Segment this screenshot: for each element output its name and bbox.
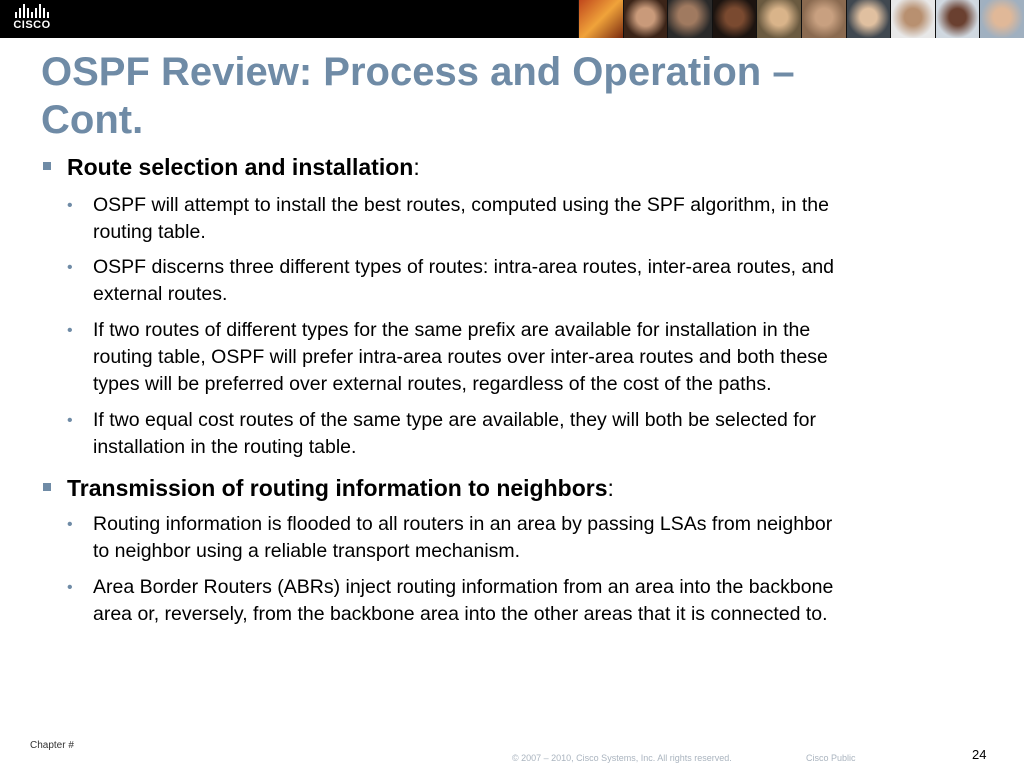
square-bullet-icon	[43, 483, 51, 491]
header-bar	[0, 0, 1024, 38]
photo-tile	[756, 0, 801, 38]
square-bullet-icon	[43, 162, 51, 170]
page-number: 24	[972, 747, 987, 762]
photo-tile	[890, 0, 935, 38]
cisco-logo-icon	[6, 4, 58, 34]
section-heading: Route selection and installation:	[67, 154, 420, 180]
slide-title	[41, 48, 981, 144]
list-item: If two routes of different types for the same prefix are available for installation in the routing table, OSPF will prefer intra-area routes over inter-area routes and both these types will be preferred over external routes, regardless of the cost of the paths.	[93, 319, 828, 395]
photo-tile	[935, 0, 980, 38]
section-heading: Transmission of routing information to neighbors:	[67, 475, 614, 501]
photo-tile	[712, 0, 757, 38]
photo-tile	[979, 0, 1024, 38]
photo-tile	[578, 0, 623, 38]
photo-tile	[667, 0, 712, 38]
list-item: Routing information is flooded to all routers in an area by passing LSAs from neighbor to neighbor using a reliable transport mechanism.	[93, 513, 833, 562]
dot-bullet-icon: •	[67, 197, 73, 214]
dot-bullet-icon: •	[67, 259, 73, 276]
list-item: OSPF discerns three different types of routes: intra-area routes, inter-area routes, and external routes.	[93, 256, 835, 305]
photo-tile	[623, 0, 668, 38]
list-item: OSPF will attempt to install the best routes, computed using the SPF algorithm, in the routing table.	[93, 194, 829, 243]
dot-bullet-icon: •	[67, 412, 73, 429]
logo-text: CISCO	[13, 19, 51, 31]
footer-classification: Cisco Public	[806, 753, 856, 763]
dot-bullet-icon: •	[67, 516, 73, 533]
photo-tile	[801, 0, 846, 38]
footer-chapter: Chapter #	[30, 740, 74, 751]
dot-bullet-icon: •	[67, 322, 73, 339]
list-item: If two equal cost routes of the same type are available, they will both be selected for installation in the routing table.	[93, 409, 816, 458]
footer-copyright: © 2007 – 2010, Cisco Systems, Inc. All rights reserved.	[512, 753, 732, 763]
dot-bullet-icon: •	[67, 579, 73, 596]
photo-tile	[846, 0, 891, 38]
slide-title-line-1: OSPF Review: Process and Operation –	[41, 50, 795, 94]
list-item: Area Border Routers (ABRs) inject routing information from an area into the backbone area or, reversely, from the backbone area into the other areas that it is connected to.	[93, 576, 834, 625]
photo-strip	[578, 0, 1024, 38]
slide-title-line-2: Cont.	[41, 98, 144, 142]
